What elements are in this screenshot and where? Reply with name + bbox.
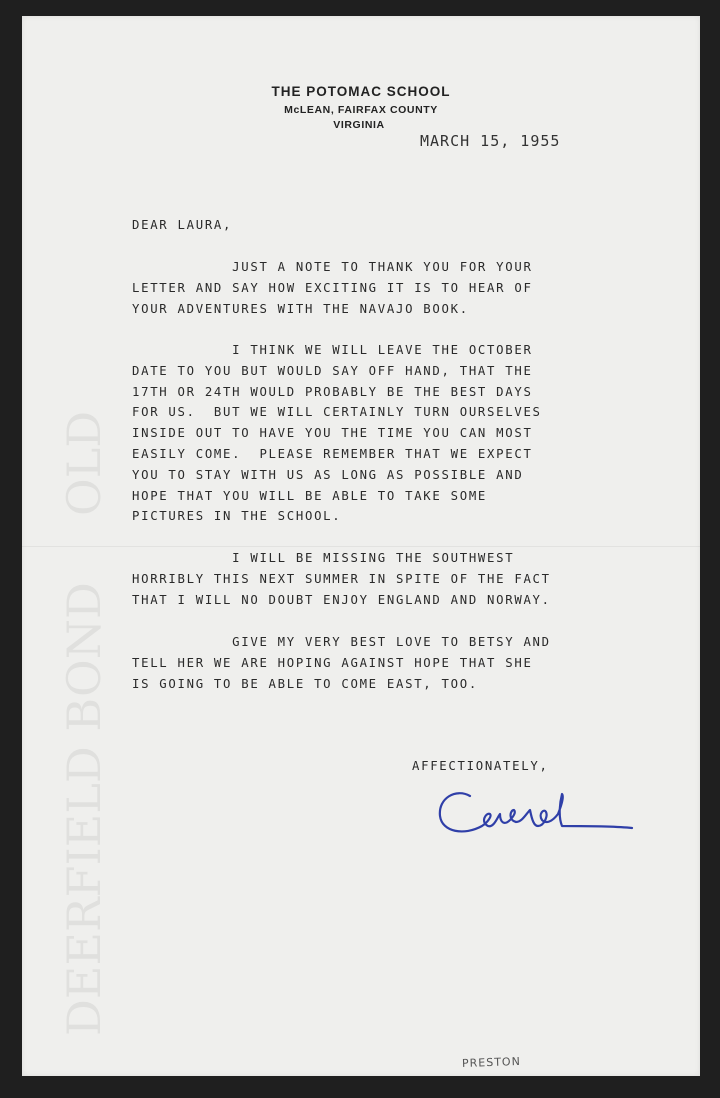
paragraph-2: I THINK WE WILL LEAVE THE OCTOBER DATE TO YOU BUT WOULD SAY OFF HAND, THAT THE 17TH OR 24TH WOULD PROBABLY BE THE BEST DAYS FOR US. BUT WE WILL CERTAINLY TURN OURSELVES INSIDE OUT TO HAVE YOU THE TIME YOU CAN MOST EASILY COME. PLEASE REMEMBER THAT WE EXPECT YOU TO STAY WITH US AS LONG AS POSSIBLE AND HOPE THAT YOU WILL BE ABLE TO TAKE SOME PICTURES IN THE SCHOOL. — [132, 343, 542, 524]
paragraph-4: GIVE MY VERY BEST LOVE TO BETSY AND TELL HER WE ARE HOPING AGAINST HOPE THAT SHE IS GOING TO BE ABLE TO COME EAST, TOO. — [132, 635, 551, 691]
school-address: McLEAN, FAIRFAX COUNTY — [284, 104, 438, 116]
svg-text:DEERFIELD BOND: DEERFIELD BOND — [57, 582, 111, 1036]
paper-watermark — [50, 76, 120, 1056]
pencil-note: PRESTON — [461, 1054, 522, 1071]
school-name: THE POTOMAC SCHOOL — [271, 84, 451, 99]
school-state: VIRGINIA — [333, 119, 385, 131]
salutation: DEAR LAURA, — [132, 218, 233, 232]
letter-page — [22, 16, 700, 1076]
closing: AFFECTIONATELY, — [412, 759, 549, 773]
fold-line — [22, 546, 700, 547]
svg-text:OLD: OLD — [57, 410, 111, 516]
paragraph-3: I WILL BE MISSING THE SOUTHWEST HORRIBLY THIS NEXT SUMMER IN SPITE OF THE FACT THAT I WILL NO DOUBT ENJOY ENGLAND AND NORWAY. — [132, 551, 551, 607]
signature — [434, 786, 634, 850]
letter-date: MARCH 15, 1955 — [420, 132, 561, 150]
paragraph-1: JUST A NOTE TO THANK YOU FOR YOUR LETTER AND SAY HOW EXCITING IT IS TO HEAR OF YOUR ADVENTURES WITH THE NAVAJO BOOK. — [132, 260, 533, 316]
